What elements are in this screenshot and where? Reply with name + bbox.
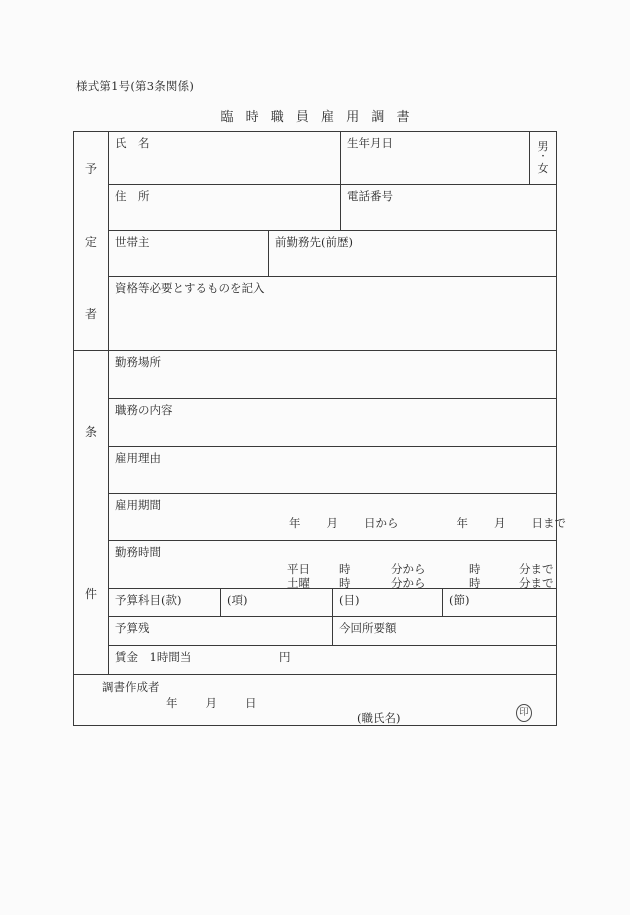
gender-female-label: 女 <box>537 161 549 175</box>
row-wage <box>109 646 556 674</box>
applicant-vertical-label <box>74 132 109 350</box>
cell-budget-moku[interactable] <box>333 589 443 616</box>
cell-wage[interactable] <box>109 646 556 674</box>
saturday-hour-from: 時 <box>339 576 351 590</box>
hours-label: 勤務時間 <box>115 545 161 559</box>
cell-working-hours[interactable] <box>109 541 556 588</box>
cell-duties[interactable] <box>109 399 556 446</box>
cell-previous-employer[interactable] <box>269 231 556 276</box>
budget-setsu-label: (節) <box>449 593 470 607</box>
cell-phone[interactable] <box>341 185 556 230</box>
row-workplace <box>109 351 556 399</box>
householder-label: 世帯主 <box>115 235 150 249</box>
vertical-label-char-jou: 条 <box>84 425 97 440</box>
cell-address[interactable] <box>109 185 341 230</box>
vertical-label-char-ken: 件 <box>84 586 97 601</box>
qualification-label: 資格等必要とするものを記入 <box>115 281 265 295</box>
cell-qualification[interactable] <box>109 277 556 350</box>
cell-budget-balance[interactable] <box>109 617 333 645</box>
cell-budget-kou[interactable] <box>221 589 333 616</box>
row-address-phone <box>109 185 556 231</box>
cell-budget-setsu[interactable] <box>443 589 556 616</box>
vertical-label-char-sha: 者 <box>84 307 97 322</box>
period-year-to: 年 <box>456 516 468 530</box>
vertical-label-spacer-mid2 <box>74 512 108 566</box>
row-reason <box>109 447 556 494</box>
hours-row-weekday <box>287 562 554 576</box>
period-entry-line <box>289 516 566 530</box>
cell-period[interactable] <box>109 494 566 540</box>
period-day-to: 日まで <box>531 516 566 530</box>
maker-label: 調書作成者 <box>102 680 160 694</box>
budget-balance-label: 予算残 <box>115 621 150 635</box>
budget-moku-label: (目) <box>339 593 360 607</box>
saturday-minute-from: 分から <box>391 576 426 590</box>
footer-month: 月 <box>205 696 217 710</box>
budget-kou-label: (項) <box>227 593 248 607</box>
footer-section <box>74 674 556 725</box>
cell-name[interactable] <box>109 132 341 184</box>
saturday-minute-to: 分まで <box>519 576 554 590</box>
period-year-from: 年 <box>289 516 301 530</box>
row-budget-items <box>109 589 556 617</box>
seal-icon: 印 <box>516 704 532 722</box>
reason-label: 雇用理由 <box>115 451 161 465</box>
document-title: 臨 時 職 員 雇 用 調 書 <box>220 110 414 125</box>
cell-gender[interactable] <box>529 132 556 184</box>
weekday-minute-to: 分まで <box>519 562 554 576</box>
name-title-label: (職氏名) <box>357 711 401 725</box>
vertical-label-char-tei: 定 <box>84 234 97 249</box>
period-month-from: 月 <box>326 516 338 530</box>
cell-budget-kan[interactable] <box>109 589 221 616</box>
row-householder-previous <box>109 231 556 277</box>
birthdate-label: 生年月日 <box>347 136 393 150</box>
phone-label: 電話番号 <box>347 189 393 203</box>
conditions-vertical-label <box>74 351 109 674</box>
duties-label: 職務の内容 <box>115 403 173 417</box>
footer-content[interactable] <box>74 675 556 725</box>
gender-male-label: 男 <box>537 140 549 154</box>
footer-date-line <box>166 695 257 711</box>
row-qualification <box>109 277 556 350</box>
previous-employer-label: 前勤務先(前歴) <box>275 235 353 249</box>
weekday-hour-from: 時 <box>339 562 351 576</box>
row-duties <box>109 399 556 447</box>
budget-kan-label: 予算科目(款) <box>115 593 182 607</box>
saturday-label: 土曜 <box>287 576 310 590</box>
row-working-hours[interactable] <box>109 541 556 589</box>
cell-reason[interactable] <box>109 447 556 493</box>
wage-unit-label: 円 <box>279 650 291 664</box>
vertical-label-spacer-mid <box>74 459 108 513</box>
row-period[interactable] <box>109 494 566 541</box>
wage-label: 賃金 1時間当 <box>115 650 192 664</box>
vertical-label-char-yo: 予 <box>84 161 97 176</box>
footer-day: 日 <box>245 696 257 710</box>
row-budget-balance <box>109 617 556 646</box>
cell-birthdate[interactable] <box>341 132 529 184</box>
conditions-section <box>74 350 566 674</box>
cell-workplace[interactable] <box>109 351 556 398</box>
period-day-from: 日から <box>364 516 399 530</box>
employment-survey-table <box>73 131 566 726</box>
cell-householder[interactable] <box>109 231 269 276</box>
period-month-to: 月 <box>494 516 506 530</box>
applicant-section <box>74 132 556 350</box>
vertical-label-spacer-bottom <box>74 620 108 674</box>
weekday-hour-to: 時 <box>469 562 481 576</box>
form-code: 様式第1号(第3条関係) <box>76 79 195 93</box>
seal-stamp-area[interactable] <box>516 704 532 725</box>
period-label: 雇用期間 <box>115 498 161 512</box>
address-label: 住 所 <box>115 189 150 203</box>
footer-year: 年 <box>166 696 178 710</box>
workplace-label: 勤務場所 <box>115 355 161 369</box>
required-amount-label: 今回所要額 <box>339 621 397 635</box>
weekday-label: 平日 <box>287 562 310 576</box>
vertical-label-spacer-top <box>74 351 108 405</box>
name-label: 氏 名 <box>115 136 150 150</box>
gender-separator: ・ <box>538 152 548 163</box>
weekday-minute-from: 分から <box>391 562 426 576</box>
row-name-birthdate <box>109 132 556 185</box>
cell-required-amount[interactable] <box>333 617 556 645</box>
saturday-hour-to: 時 <box>469 576 481 590</box>
